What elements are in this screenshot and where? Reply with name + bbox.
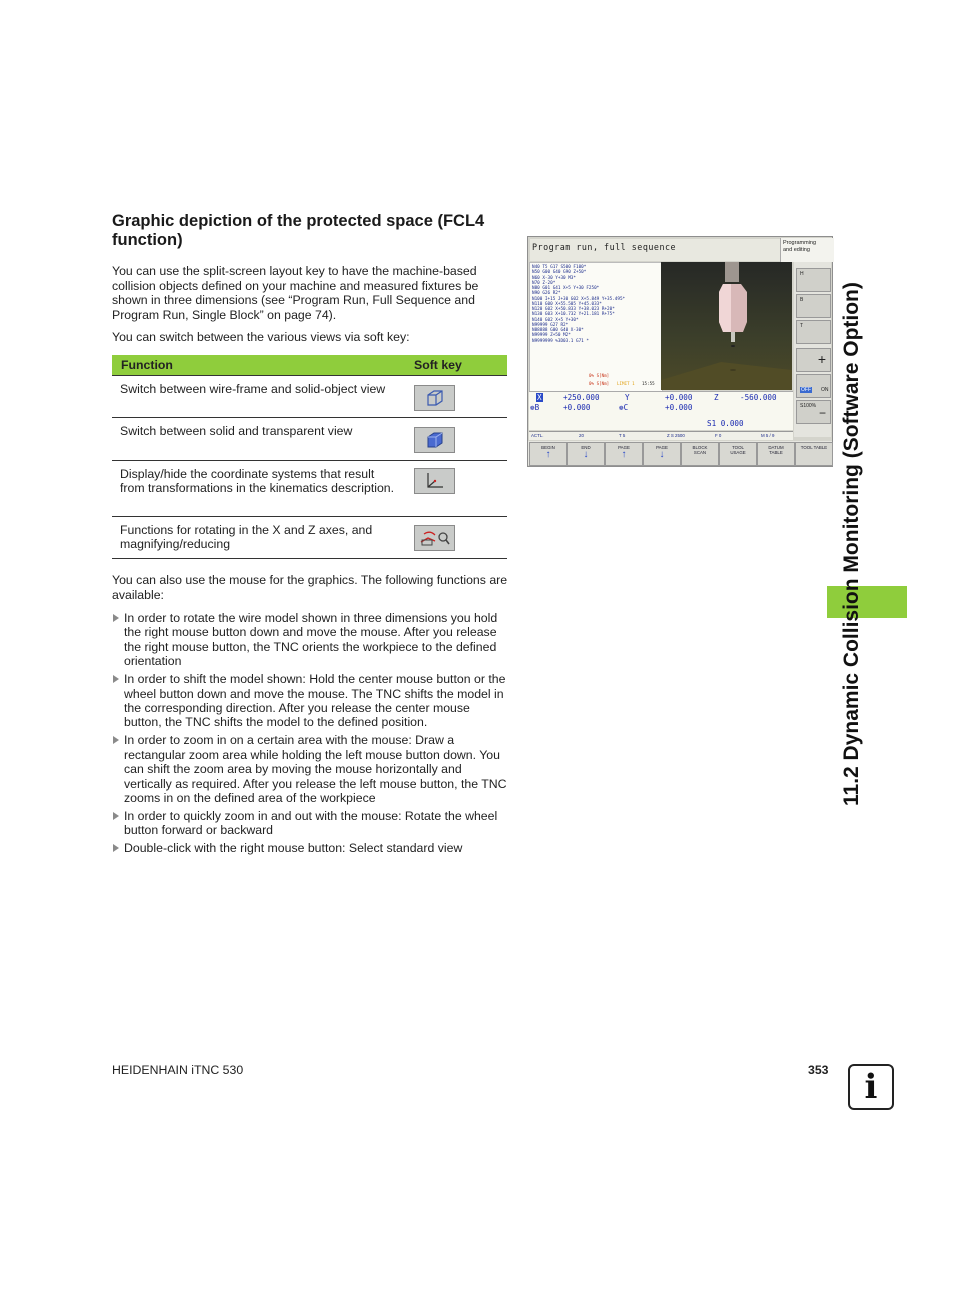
side-softkey-h[interactable]: H — [796, 268, 831, 292]
table-row — [112, 418, 507, 461]
softkey-tool-table[interactable]: TOOL TABLE — [795, 442, 833, 466]
arrow-down-icon: ↓ — [659, 449, 665, 460]
program-line: N9999999 %3D03.1 G71 * — [532, 338, 589, 344]
axis-x: X — [537, 393, 542, 402]
list-item: In order to shift the model shown: Hold the center mouse button or the wheel button down and move the mouse. The TNC shifts the model in the corresponding direction. After you release the center mouse button, the TNC shifts the model to the defined position. — [112, 672, 508, 730]
program-line: N110 G00 X+55.505 Y+45.033* — [532, 301, 602, 307]
program-line: N140 G02 X+5 Y+30* — [532, 317, 579, 323]
softkey-page[interactable]: PAGE ↓ — [643, 442, 681, 466]
table-row — [112, 517, 507, 559]
side-softkey-bar — [794, 262, 831, 437]
program-line: N70 Z-20* — [532, 280, 556, 286]
program-line: N130 G03 X+10.732 Y+21.181 R+75* — [532, 312, 615, 318]
arrow-up-icon: ↑ — [621, 449, 627, 460]
program-line: N50 G00 G40 G90 Z+50* — [532, 270, 587, 276]
spindle-position: S1 0.000 — [707, 419, 744, 428]
chapter-title: 11.2 Dynamic Collision Monitoring (Software Option) — [840, 282, 863, 806]
row-function: Display/hide the coordinate systems that result from transformations in the kinematics description. — [120, 467, 395, 496]
feed-override[interactable]: S100% − — [796, 400, 831, 424]
section-heading: Graphic depiction of the protected space (FCL4 function) — [112, 212, 485, 249]
zoom-in-icon[interactable]: + — [796, 348, 831, 372]
bullet-arrow-icon — [113, 675, 119, 683]
side-softkey-b[interactable]: B — [796, 294, 831, 318]
program-line: N100 I+15 J+30 G02 X+5.849 Y+35.495* — [532, 296, 626, 302]
spindle-load-2: 0% S[Nm] — [589, 381, 610, 386]
collision-3d-view[interactable] — [661, 262, 792, 390]
spindle-load-1: 0% S[Nm] — [589, 373, 610, 378]
footer-product: HEIDENHAIN iTNC 530 — [112, 1063, 244, 1077]
page-number: 353 — [808, 1063, 829, 1077]
softkey-begin[interactable]: BEGIN ↑ — [529, 442, 567, 466]
bullet-arrow-icon — [113, 844, 119, 852]
bullet-arrow-icon — [113, 736, 119, 744]
axis-b: ❁B — [530, 403, 540, 412]
header-softkey: Soft key — [414, 358, 462, 372]
pos-b: +0.000 — [563, 403, 591, 412]
softkey-block-scan[interactable]: BLOCK SCAN — [681, 442, 719, 466]
arrow-down-icon: ↓ — [583, 449, 589, 460]
bullet-arrow-icon — [113, 812, 119, 820]
row-function: Switch between wire-frame and solid-object view — [120, 382, 386, 396]
position-display — [529, 391, 793, 416]
axis-c: ❁C — [619, 403, 629, 412]
program-line: N80 G01 G41 X+5 Y+30 F250* — [532, 286, 600, 291]
axis-y: Y — [625, 393, 630, 402]
mouse-intro-paragraph: You can also use the mouse for the graphics. The following functions are available: — [112, 573, 508, 602]
table-header — [112, 355, 507, 375]
machine-status-bar: ACTL. 20 T 5 Z S 2500 F 0 M 5 / 9 — [529, 431, 793, 440]
program-line: N40 T5 G17 S500 F100* — [532, 265, 587, 270]
softkey-table — [112, 355, 507, 559]
pos-y: +0.000 — [665, 393, 693, 402]
wireframe-cube-icon[interactable] — [414, 385, 455, 411]
list-item: In order to zoom in on a certain area with the mouse: Draw a rectangular zoom area while holding the left mouse button down. You can shift the zoom area by moving the mouse horizontally and vertically as required. After you release the left mouse button, the TNC zooms in on the defined area of the workpiece — [112, 733, 508, 805]
row-function: Functions for rotating in the X and Z axes, and magnifying/reducing — [120, 523, 373, 552]
intro-paragraph: You can use the split-screen layout key to have the machine-based collision objects defined on your machine and measured fixtures be shown in three dimensions (see “Program Run, Full Sequence and Program Run, Single Block” on page 74). — [112, 264, 479, 322]
list-item: In order to quickly zoom in and out with the mouse: Rotate the wheel button forward or backward — [112, 809, 508, 838]
info-icon: i — [848, 1064, 894, 1110]
softkey-datum-table[interactable]: DATUM TABLE — [757, 442, 795, 466]
program-line: N99999 Z+50 M2* — [532, 333, 571, 339]
override-toggle[interactable]: OFF ON — [796, 374, 831, 398]
tnc-screenshot — [527, 236, 833, 467]
status-strip — [529, 365, 661, 389]
clock: 15:55 — [642, 381, 655, 386]
table-row — [112, 375, 507, 418]
spindle-head-icon — [661, 262, 792, 390]
pos-c: +0.000 — [665, 403, 693, 412]
header-function: Function — [121, 358, 173, 372]
row-function: Switch between solid and transparent view — [120, 424, 353, 438]
bullet-arrow-icon — [113, 614, 119, 622]
mode-indicator[interactable]: Programming and editing — [780, 238, 834, 262]
solid-cube-icon[interactable] — [414, 427, 455, 453]
table-row — [112, 461, 507, 517]
list-item: In order to rotate the wire model shown in three dimensions you hold the right mouse button down and move the mouse. After you release the right mouse button, the TNC orients the workpiece to the defined orientation — [112, 611, 508, 669]
softkey-end[interactable]: END ↓ — [567, 442, 605, 466]
program-line: N90 G26 R2* — [532, 291, 561, 297]
axis-z: Z — [714, 393, 719, 402]
program-line: N99999 G27 R2* — [532, 322, 569, 328]
softkey-page[interactable]: PAGE ↑ — [605, 442, 643, 466]
switch-paragraph: You can switch between the various views via soft key: — [112, 330, 410, 344]
limit-indicator: LIMIT 1 — [617, 381, 635, 386]
pos-x: +250.000 — [563, 393, 600, 402]
program-line: N88888 G00 G40 X-30* — [532, 328, 584, 333]
arrow-up-icon: ↑ — [545, 449, 551, 460]
side-softkey-t[interactable]: T — [796, 320, 831, 344]
program-line: N120 G02 X+50.833 Y+38.023 R+20* — [532, 307, 615, 312]
bottom-softkey-bar — [528, 441, 832, 465]
pos-z: -560.000 — [740, 393, 777, 402]
screen-title: Program run, full sequence — [530, 239, 780, 261]
minus-icon: − — [818, 406, 826, 420]
coordinate-axes-icon[interactable] — [414, 468, 455, 494]
softkey-tool-usage[interactable]: TOOL USAGE — [719, 442, 757, 466]
spindle-row — [529, 416, 793, 430]
rotate-zoom-icon[interactable] — [414, 525, 455, 551]
program-line: N60 X-30 Y+30 M3* — [532, 275, 576, 281]
mouse-function-list — [112, 611, 508, 859]
list-item: Double-click with the right mouse button: Select standard view — [112, 841, 508, 855]
